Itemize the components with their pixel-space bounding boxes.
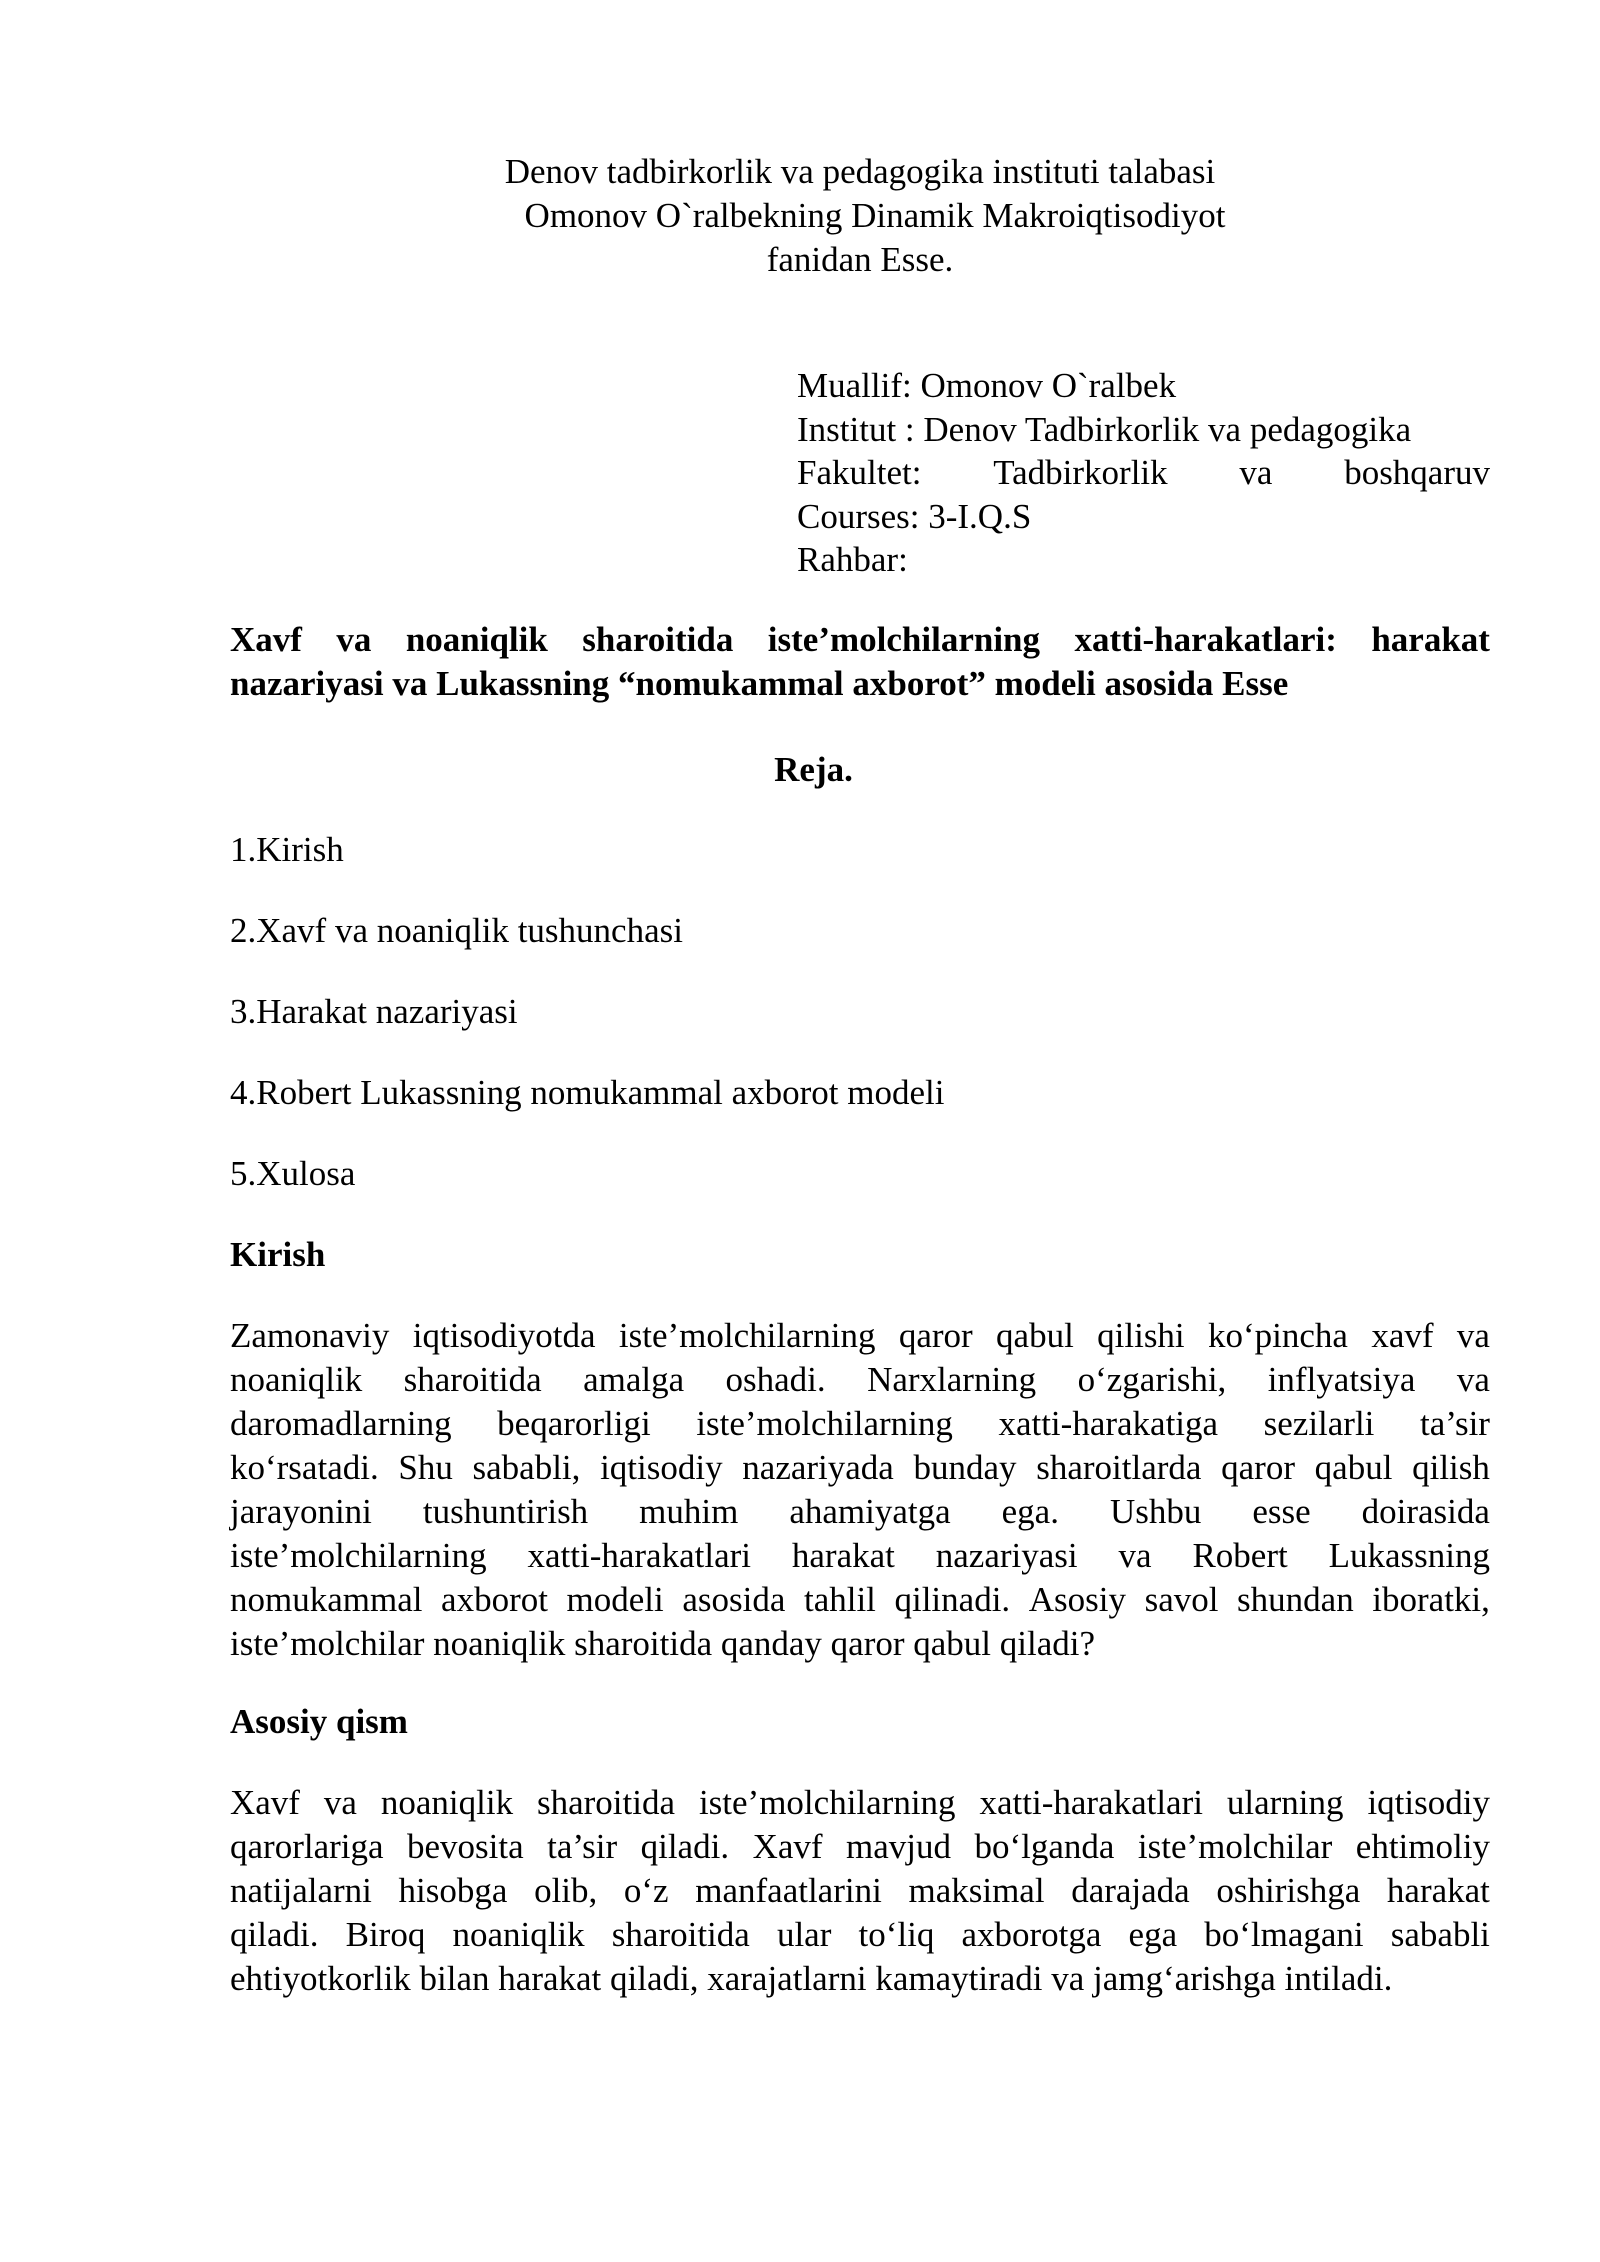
paragraph-word: ega xyxy=(1128,1915,1178,1954)
faculty-word: boshqaruv xyxy=(1344,453,1490,492)
paragraph-word: sharoitida xyxy=(537,1783,676,1822)
paragraph-word: iqtisodiy xyxy=(600,1448,723,1487)
supervisor-line: Rahbar: xyxy=(797,540,908,579)
header-line-student: Omonov O`ralbekning Dinamik Makroiqtisodiyot xyxy=(524,196,1226,235)
paragraph-word: tushuntirish xyxy=(422,1492,589,1531)
paragraph-word: ko‘pincha xyxy=(1208,1316,1348,1355)
paragraph-line xyxy=(230,1490,1490,1534)
plan-item: 3.Harakat nazariyasi xyxy=(230,992,518,1031)
paragraph-word: noaniqlik xyxy=(452,1915,585,1954)
paragraph-word: xatti-harakatlari xyxy=(527,1536,751,1575)
paragraph-word: asosida xyxy=(682,1580,786,1619)
paragraph-word: bunday xyxy=(913,1448,1017,1487)
title-word: va xyxy=(336,620,372,659)
plan-item: 1.Kirish xyxy=(230,830,344,869)
paragraph-word: iboratki, xyxy=(1372,1580,1490,1619)
paragraph-word: qilishi xyxy=(1097,1316,1185,1355)
paragraph-word: maksimal xyxy=(908,1871,1045,1910)
paragraph-word: Ushbu xyxy=(1109,1492,1202,1531)
paragraph-word: harakat xyxy=(1386,1871,1490,1910)
paragraph-line xyxy=(230,1578,1490,1622)
paragraph-word: sharoitida xyxy=(611,1915,750,1954)
paragraph-word: Asosiy xyxy=(1028,1580,1126,1619)
paragraph-word: Zamonaviy xyxy=(230,1316,390,1355)
title-word: sharoitida xyxy=(582,620,734,659)
paragraph-line xyxy=(230,1358,1490,1402)
paragraph-line xyxy=(230,1781,1490,1825)
paragraph-line xyxy=(230,1869,1490,1913)
paragraph-word: oshirishga xyxy=(1216,1871,1361,1910)
title-word: xatti-harakatlari: xyxy=(1074,620,1337,659)
paragraph-word: qilinadi. xyxy=(894,1580,1011,1619)
paragraph-line xyxy=(230,1913,1490,1957)
title-word: iste’molchilarning xyxy=(767,620,1041,659)
paragraph-word: amalga xyxy=(583,1360,685,1399)
paragraph-word: Xavf xyxy=(752,1827,823,1866)
paragraph-word: ahamiyatga xyxy=(789,1492,951,1531)
paragraph-word: muhim xyxy=(639,1492,739,1531)
paragraph-word: va xyxy=(1118,1536,1152,1575)
paragraph-word: Biroq xyxy=(345,1915,426,1954)
title-line-2: nazariyasi va Lukassning “nomukammal axborot” modeli asosida Esse xyxy=(230,664,1289,703)
paragraph-word: qaror xyxy=(1221,1448,1295,1487)
paragraph-word: iqtisodiyotda xyxy=(412,1316,596,1355)
paragraph-word: Shu xyxy=(398,1448,453,1487)
paragraph-word: va xyxy=(1456,1316,1490,1355)
paragraph-word: darajada xyxy=(1071,1871,1190,1910)
title-line-1 xyxy=(230,618,1490,662)
plan-item: 5.Xulosa xyxy=(230,1154,356,1193)
paragraph-word: oshadi. xyxy=(725,1360,826,1399)
paragraph-word: xatti-harakatiga xyxy=(998,1404,1219,1443)
paragraph-word: natijalarni xyxy=(230,1871,372,1910)
paragraph-word: qiladi. xyxy=(230,1915,319,1954)
paragraph-word: sababli, xyxy=(472,1448,581,1487)
paragraph-word: ularning xyxy=(1226,1783,1344,1822)
paragraph-word: va xyxy=(323,1783,357,1822)
paragraph-line xyxy=(230,1402,1490,1446)
paragraph-word: axborotga xyxy=(961,1915,1102,1954)
paragraph-word: daromadlarning xyxy=(230,1404,452,1443)
paragraph-line xyxy=(230,1825,1490,1869)
paragraph-word: Lukassning xyxy=(1328,1536,1490,1575)
paragraph-word: qaror xyxy=(898,1316,973,1355)
paragraph-word: qarorlariga xyxy=(230,1827,384,1866)
paragraph-word: xavf xyxy=(1371,1316,1434,1355)
paragraph-word: jarayonini xyxy=(230,1492,372,1531)
intro-heading: Kirish xyxy=(230,1235,326,1274)
title-word: harakat xyxy=(1371,620,1490,659)
faculty-word: Fakultet: xyxy=(797,453,922,492)
paragraph-word: sharoitida xyxy=(403,1360,542,1399)
title-word: Xavf xyxy=(230,620,302,659)
paragraph-word: bo‘lganda xyxy=(974,1827,1115,1866)
paragraph-word: bevosita xyxy=(407,1827,524,1866)
faculty-word: Tadbirkorlik xyxy=(993,453,1168,492)
paragraph-word: sharoitlarda xyxy=(1036,1448,1202,1487)
paragraph-word: nazariyada xyxy=(742,1448,894,1487)
paragraph-line xyxy=(230,1534,1490,1578)
paragraph-word: ta’sir xyxy=(547,1827,618,1866)
paragraph-word: hisobga xyxy=(398,1871,508,1910)
main-paragraph xyxy=(230,1781,1490,2001)
paragraph-word: Robert xyxy=(1192,1536,1288,1575)
paragraph-last-line: iste’molchilar noaniqlik sharoitida qanday qaror qabul qiladi? xyxy=(230,1624,1096,1663)
paragraph-word: iste’molchilarning xyxy=(230,1536,487,1575)
paragraph-word: shundan xyxy=(1237,1580,1354,1619)
paragraph-word: qabul xyxy=(996,1316,1074,1355)
paragraph-word: ko‘rsatadi. xyxy=(230,1448,379,1487)
paragraph-word: ular xyxy=(776,1915,832,1954)
paragraph-word: sababli xyxy=(1390,1915,1490,1954)
paragraph-word: savol xyxy=(1144,1580,1219,1619)
paragraph-word: ta’sir xyxy=(1419,1404,1490,1443)
paragraph-word: axborot xyxy=(441,1580,548,1619)
paragraph-line xyxy=(230,1314,1490,1358)
paragraph-word: o‘z xyxy=(623,1871,669,1910)
paragraph-word: mavjud xyxy=(846,1827,951,1866)
paragraph-word: qilish xyxy=(1412,1448,1490,1487)
courses-line: Courses: 3-I.Q.S xyxy=(797,496,1032,536)
plan-heading: Reja. xyxy=(774,750,853,789)
essay-title xyxy=(230,618,1490,706)
paragraph-word: manfaatlarini xyxy=(695,1871,882,1910)
paragraph-word: nazariyasi xyxy=(935,1536,1078,1575)
paragraph-word: iqtisodiy xyxy=(1367,1783,1490,1822)
paragraph-word: olib, xyxy=(534,1871,598,1910)
author-info-block xyxy=(797,364,1490,582)
faculty-word: va xyxy=(1239,453,1273,492)
paragraph-word: harakat xyxy=(791,1536,895,1575)
intro-paragraph xyxy=(230,1314,1490,1666)
document-header xyxy=(230,150,1490,282)
paragraph-word: tahlil xyxy=(803,1580,876,1619)
paragraph-word: doirasida xyxy=(1361,1492,1490,1531)
main-heading: Asosiy qism xyxy=(230,1702,408,1741)
paragraph-word: modeli xyxy=(566,1580,664,1619)
paragraph-word: va xyxy=(1456,1360,1490,1399)
title-word: noaniqlik xyxy=(405,620,548,659)
faculty-line xyxy=(797,451,1490,495)
paragraph-word: noaniqlik xyxy=(380,1783,514,1822)
paragraph-word: esse xyxy=(1252,1492,1311,1531)
paragraph-line xyxy=(230,1446,1490,1490)
paragraph-word: iste’molchilarning xyxy=(618,1316,876,1355)
paragraph-word: iste’molchilarning xyxy=(696,1404,953,1443)
paragraph-word: o‘zgarishi, xyxy=(1077,1360,1227,1399)
author-line: Muallif: Omonov O`ralbek xyxy=(797,366,1177,405)
paragraph-word: noaniqlik xyxy=(230,1360,363,1399)
paragraph-word: qabul xyxy=(1314,1448,1393,1487)
paragraph-word: sezilarli xyxy=(1263,1404,1375,1443)
paragraph-word: ehtimoliy xyxy=(1355,1827,1490,1866)
paragraph-word: Narxlarning xyxy=(867,1360,1037,1399)
paragraph-word: beqarorligi xyxy=(497,1404,651,1443)
paragraph-word: iste’molchilar xyxy=(1137,1827,1333,1866)
paragraph-word: qiladi. xyxy=(640,1827,730,1866)
plan-item: 4.Robert Lukassning nomukammal axborot modeli xyxy=(230,1073,945,1112)
header-line-institute: Denov tadbirkorlik va pedagogika instituti talabasi xyxy=(504,152,1216,191)
institute-line: Institut : Denov Tadbirkorlik va pedagogika xyxy=(797,409,1412,449)
paragraph-word: Xavf xyxy=(230,1783,300,1822)
paragraph-word: xatti-harakatlari xyxy=(979,1783,1203,1822)
paragraph-word: nomukammal xyxy=(230,1580,423,1619)
paragraph-word: iste’molchilarning xyxy=(698,1783,956,1822)
paragraph-word: ega. xyxy=(1001,1492,1059,1531)
paragraph-word: to‘liq xyxy=(858,1915,935,1954)
plan-item: 2.Xavf va noaniqlik tushunchasi xyxy=(230,911,683,950)
paragraph-last-line: ehtiyotkorlik bilan harakat qiladi, xarajatlarni kamaytiradi va jamg‘arishga intiladi. xyxy=(230,1959,1393,1998)
header-line-subject: fanidan Esse. xyxy=(766,240,954,279)
paragraph-word: inflyatsiya xyxy=(1267,1360,1416,1399)
paragraph-word: bo‘lmagani xyxy=(1204,1915,1364,1954)
